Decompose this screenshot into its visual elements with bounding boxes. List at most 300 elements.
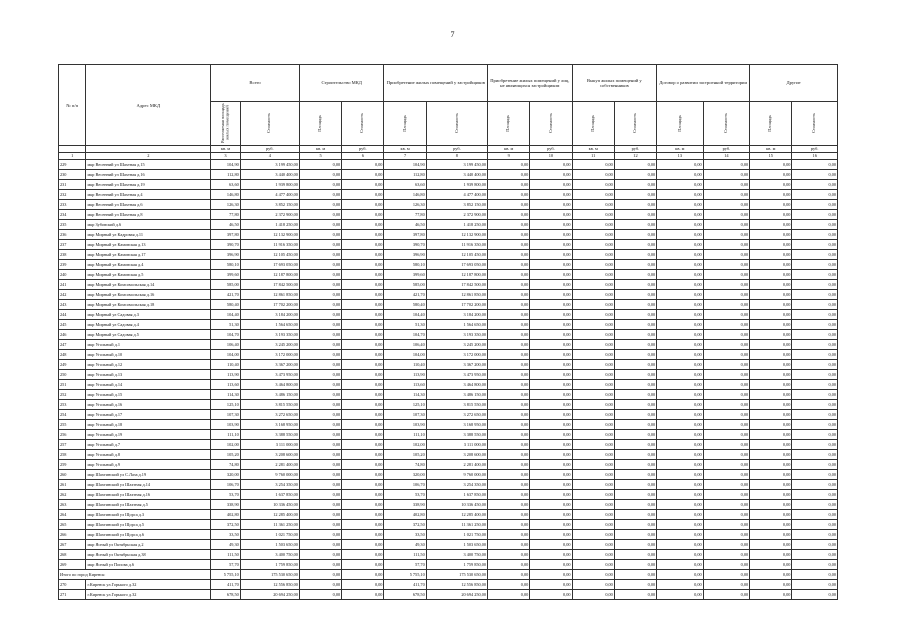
cell-area: 33,50: [211, 530, 241, 540]
group-header: Строительство МКД: [299, 65, 384, 102]
group-header: Приобретение жилых помещений у застройщиков: [384, 65, 488, 102]
table-row: [59, 360, 838, 370]
cell-value: 0,00: [488, 390, 530, 400]
cell-area: 320,00: [211, 470, 241, 480]
vertical-header-text: Площадь: [401, 114, 407, 132]
cell-cost: 12 187 800,00: [426, 270, 487, 280]
vertical-header-text: Стоимость: [547, 113, 553, 133]
table-row: [59, 410, 838, 420]
cell-value: 0,00: [703, 460, 750, 470]
cell-value: 0,00: [750, 470, 792, 480]
cell-area: 106,40: [384, 340, 426, 350]
cell-cost: 17 702 200,00: [426, 300, 487, 310]
cell-cost: 3 111 000,00: [426, 440, 487, 450]
cell-value: 0,00: [657, 230, 704, 240]
vertical-header-cell: [240, 102, 299, 146]
cell-value: 0,00: [530, 270, 572, 280]
group-header: Выкуп жилых помещений у собственников: [572, 65, 657, 102]
cell-value: 0,00: [572, 390, 614, 400]
cell-cost: 1 939 800,00: [426, 180, 487, 190]
table-row: [59, 550, 838, 560]
cell-value: 0,00: [657, 400, 704, 410]
table-row: [59, 450, 838, 460]
column-number: 3: [211, 153, 241, 160]
resettlement-table: [58, 64, 838, 600]
cell-area: 125,10: [211, 400, 241, 410]
cell-value: 0,00: [488, 440, 530, 450]
cell-value: 0,00: [572, 330, 614, 340]
cell-value: 0,00: [703, 590, 750, 600]
cell-value: 0,00: [572, 380, 614, 390]
cell-value: 0,00: [342, 320, 384, 330]
cell-cost: 3 440 400,00: [240, 170, 299, 180]
total-row: [59, 570, 838, 580]
cell-cost: 20 694 250,00: [240, 590, 299, 600]
vertical-header-cell: [703, 102, 750, 146]
cell-value: 0,00: [342, 550, 384, 560]
cell-value: 0,00: [572, 530, 614, 540]
table-row: [59, 500, 838, 510]
row-number: 268: [59, 550, 86, 560]
row-number: 244: [59, 310, 86, 320]
cell-value: 0,00: [657, 220, 704, 230]
cell-cost: 3 400 750,00: [240, 550, 299, 560]
cell-value: 0,00: [657, 290, 704, 300]
cell-value: 0,00: [530, 280, 572, 290]
row-address: мкр Мирный ул Камовская д.5: [86, 270, 211, 280]
cell-value: 0,00: [792, 400, 838, 410]
cell-area: 111,10: [211, 430, 241, 440]
unit-cell: кв. м: [572, 146, 614, 153]
column-number: 10: [530, 153, 572, 160]
cell-value: 0,00: [792, 510, 838, 520]
cell-value: 0,00: [614, 300, 656, 310]
cell-value: 0,00: [488, 200, 530, 210]
cell-area: 580,10: [384, 260, 426, 270]
cell-value: 0,00: [792, 280, 838, 290]
row-address: мкр Угольный д.18: [86, 420, 211, 430]
cell-cost: 12 105 450,00: [426, 250, 487, 260]
cell-value: 0,00: [614, 280, 656, 290]
cell-value: 0,00: [530, 330, 572, 340]
cell-value: 0,00: [792, 450, 838, 460]
cell-area: 125,10: [384, 400, 426, 410]
cell-value: 0,00: [750, 450, 792, 460]
cell-value: 0,00: [614, 160, 656, 170]
cell-value: 0,00: [792, 270, 838, 280]
cell-value: 0,00: [342, 470, 384, 480]
cell-value: 0,00: [792, 490, 838, 500]
cell-value: 0,00: [657, 420, 704, 430]
cell-value: 0,00: [488, 540, 530, 550]
cell-value: 0,00: [299, 230, 341, 240]
cell-value: 0,00: [703, 340, 750, 350]
cell-value: 0,00: [703, 500, 750, 510]
cell-value: 0,00: [750, 300, 792, 310]
cell-value: 0,00: [792, 570, 838, 580]
cell-value: 0,00: [342, 390, 384, 400]
cell-value: 0,00: [299, 550, 341, 560]
cell-value: 0,00: [342, 290, 384, 300]
cell-cost: 12 861 850,00: [426, 290, 487, 300]
cell-cost: 12 556 850,00: [240, 580, 299, 590]
cell-value: 0,00: [703, 300, 750, 310]
cell-value: 0,00: [299, 160, 341, 170]
cell-value: 0,00: [299, 360, 341, 370]
cell-area: 114,30: [384, 390, 426, 400]
unit-cell: кв. м: [750, 146, 792, 153]
num-header: № п/п: [59, 65, 86, 146]
row-address: мкр Угольный д.19: [86, 430, 211, 440]
unit-cell: кв. м: [657, 146, 704, 153]
cell-area: 372,50: [384, 520, 426, 530]
address-header: Адрес МКД: [86, 65, 211, 146]
row-number: 243: [59, 300, 86, 310]
row-number: 245: [59, 320, 86, 330]
group-header: Всего: [211, 65, 300, 102]
column-number: 13: [657, 153, 704, 160]
cell-value: 0,00: [657, 260, 704, 270]
cell-cost: 1 564 650,00: [426, 320, 487, 330]
unit-cell: руб.: [703, 146, 750, 153]
cell-cost: 11 361 250,00: [240, 520, 299, 530]
cell-value: 0,00: [657, 170, 704, 180]
cell-value: 0,00: [703, 490, 750, 500]
cell-area: 338,90: [384, 500, 426, 510]
cell-cost: 3 199 450,00: [426, 160, 487, 170]
cell-cost: 3 852 150,00: [240, 200, 299, 210]
cell-value: 0,00: [488, 570, 530, 580]
cell-value: 0,00: [572, 520, 614, 530]
cell-cost: 3 172 000,00: [240, 350, 299, 360]
cell-value: 0,00: [299, 500, 341, 510]
cell-area: 105,20: [211, 450, 241, 460]
cell-value: 0,00: [750, 590, 792, 600]
cell-area: 74,80: [211, 460, 241, 470]
cell-area: 397,80: [211, 230, 241, 240]
cell-value: 0,00: [299, 280, 341, 290]
cell-value: 0,00: [614, 580, 656, 590]
cell-area: 111,10: [384, 430, 426, 440]
cell-value: 0,00: [703, 240, 750, 250]
row-number: 235: [59, 220, 86, 230]
cell-cost: 1 503 650,00: [426, 540, 487, 550]
table-row: [59, 590, 838, 600]
cell-value: 0,00: [750, 330, 792, 340]
cell-value: 0,00: [792, 590, 838, 600]
vertical-header-text: Стоимость: [723, 113, 729, 133]
cell-value: 0,00: [299, 520, 341, 530]
cell-value: 0,00: [530, 230, 572, 240]
cell-value: 0,00: [488, 290, 530, 300]
table-row: [59, 260, 838, 270]
row-number: 234: [59, 210, 86, 220]
cell-value: 0,00: [703, 440, 750, 450]
cell-area: 104,00: [384, 350, 426, 360]
cell-value: 0,00: [488, 270, 530, 280]
cell-area: 111,50: [384, 550, 426, 560]
cell-value: 0,00: [657, 480, 704, 490]
cell-area: 396,90: [211, 250, 241, 260]
cell-value: 0,00: [342, 510, 384, 520]
cell-area: 146,80: [211, 190, 241, 200]
column-number: 2: [86, 153, 211, 160]
cell-value: 0,00: [572, 580, 614, 590]
cell-value: 0,00: [657, 430, 704, 440]
cell-value: 0,00: [657, 520, 704, 530]
cell-value: 0,00: [750, 520, 792, 530]
row-address: г.Киренск ул.Горького д.32: [86, 580, 211, 590]
cell-area: 113,90: [211, 370, 241, 380]
cell-area: 113,60: [211, 380, 241, 390]
cell-value: 0,00: [792, 540, 838, 550]
row-address: мкр Угольный д.8: [86, 450, 211, 460]
cell-value: 0,00: [614, 180, 656, 190]
vertical-header-text: Стоимость: [266, 113, 272, 133]
cell-value: 0,00: [614, 450, 656, 460]
cell-value: 0,00: [792, 500, 838, 510]
cell-cost: 3 473 950,00: [426, 370, 487, 380]
cell-value: 0,00: [792, 200, 838, 210]
cell-value: 0,00: [703, 470, 750, 480]
cell-value: 0,00: [750, 350, 792, 360]
unit-cell: кв. м: [488, 146, 530, 153]
cell-value: 0,00: [530, 350, 572, 360]
cell-value: 0,00: [792, 160, 838, 170]
cell-cost: 3 367 200,00: [240, 360, 299, 370]
cell-cost: 3 172 000,00: [426, 350, 487, 360]
cell-value: 0,00: [530, 340, 572, 350]
cell-value: 0,00: [342, 170, 384, 180]
cell-value: 0,00: [703, 310, 750, 320]
cell-value: 0,00: [792, 480, 838, 490]
cell-value: 0,00: [792, 530, 838, 540]
cell-area: 106,70: [211, 480, 241, 490]
cell-value: 0,00: [657, 390, 704, 400]
table-row: [59, 330, 838, 340]
cell-value: 0,00: [703, 450, 750, 460]
cell-cost: 3 193 350,00: [426, 330, 487, 340]
column-number: 12: [614, 153, 656, 160]
cell-cost: 4 477 400,00: [240, 190, 299, 200]
column-number: 4: [240, 153, 299, 160]
cell-area: 580,10: [211, 260, 241, 270]
cell-value: 0,00: [657, 300, 704, 310]
cell-value: 0,00: [614, 550, 656, 560]
cell-value: 0,00: [572, 540, 614, 550]
cell-value: 0,00: [614, 570, 656, 580]
cell-value: 0,00: [703, 520, 750, 530]
cell-value: 0,00: [614, 250, 656, 260]
cell-value: 0,00: [342, 360, 384, 370]
cell-value: 0,00: [530, 200, 572, 210]
cell-value: 0,00: [750, 580, 792, 590]
cell-value: 0,00: [488, 320, 530, 330]
cell-value: 0,00: [572, 480, 614, 490]
cell-value: 0,00: [342, 250, 384, 260]
cell-cost: 2 281 400,00: [240, 460, 299, 470]
cell-cost: 3 272 650,00: [240, 410, 299, 420]
cell-value: 0,00: [657, 320, 704, 330]
cell-cost: 3 254 350,00: [240, 480, 299, 490]
row-address: мкр Шахтинский ул Шахтная д.5: [86, 500, 211, 510]
cell-value: 0,00: [342, 580, 384, 590]
cell-value: 0,00: [703, 290, 750, 300]
cell-cost: 9 760 000,00: [426, 470, 487, 480]
row-number: 232: [59, 190, 86, 200]
cell-value: 0,00: [614, 240, 656, 250]
cell-cost: 1 418 250,00: [240, 220, 299, 230]
cell-value: 0,00: [530, 170, 572, 180]
cell-value: 0,00: [614, 210, 656, 220]
cell-value: 0,00: [488, 250, 530, 260]
cell-value: 0,00: [657, 410, 704, 420]
cell-value: 0,00: [703, 170, 750, 180]
cell-value: 0,00: [530, 320, 572, 330]
cell-value: 0,00: [657, 180, 704, 190]
cell-value: 0,00: [572, 410, 614, 420]
cell-value: 0,00: [614, 390, 656, 400]
cell-area: 390,70: [211, 240, 241, 250]
column-number: 11: [572, 153, 614, 160]
cell-value: 0,00: [342, 590, 384, 600]
cell-value: 0,00: [614, 310, 656, 320]
cell-value: 0,00: [614, 360, 656, 370]
cell-cost: 11 916 350,00: [240, 240, 299, 250]
cell-area: 49,30: [211, 540, 241, 550]
cell-area: 63,60: [211, 180, 241, 190]
cell-value: 0,00: [488, 220, 530, 230]
row-number: 266: [59, 530, 86, 540]
cell-value: 0,00: [342, 340, 384, 350]
vertical-header-cell: [530, 102, 572, 146]
cell-value: 0,00: [299, 190, 341, 200]
cell-value: 0,00: [488, 560, 530, 570]
cell-value: 0,00: [488, 380, 530, 390]
row-number: 231: [59, 180, 86, 190]
cell-value: 0,00: [614, 190, 656, 200]
cell-value: 0,00: [657, 460, 704, 470]
cell-area: 104,40: [211, 310, 241, 320]
cell-value: 0,00: [750, 430, 792, 440]
cell-cost: 1 021 750,00: [426, 530, 487, 540]
cell-area: 104,40: [384, 310, 426, 320]
table-row: [59, 460, 838, 470]
cell-value: 0,00: [488, 460, 530, 470]
row-address: мкр Угольный д.10: [86, 350, 211, 360]
cell-value: 0,00: [572, 250, 614, 260]
table-row: [59, 380, 838, 390]
row-number: 265: [59, 520, 86, 530]
row-number: 271: [59, 590, 86, 600]
cell-area: 63,60: [384, 180, 426, 190]
column-number: 5: [299, 153, 341, 160]
cell-value: 0,00: [342, 310, 384, 320]
cell-area: 399,60: [384, 270, 426, 280]
cell-value: 0,00: [750, 290, 792, 300]
cell-cost: 12 105 450,00: [240, 250, 299, 260]
cell-value: 0,00: [703, 530, 750, 540]
cell-area: 421,70: [211, 290, 241, 300]
cell-value: 0,00: [342, 200, 384, 210]
cell-value: 0,00: [530, 160, 572, 170]
cell-value: 0,00: [488, 430, 530, 440]
cell-value: 0,00: [572, 230, 614, 240]
row-number: 261: [59, 480, 86, 490]
cell-value: 0,00: [750, 390, 792, 400]
cell-value: 0,00: [657, 500, 704, 510]
table-row: [59, 530, 838, 540]
cell-cost: 1 939 800,00: [240, 180, 299, 190]
cell-value: 0,00: [530, 580, 572, 590]
cell-area: 77,80: [211, 210, 241, 220]
cell-value: 0,00: [657, 540, 704, 550]
vertical-header-cell: [792, 102, 838, 146]
cell-value: 0,00: [342, 220, 384, 230]
cell-value: 0,00: [572, 240, 614, 250]
cell-value: 0,00: [792, 520, 838, 530]
cell-area: 113,60: [384, 380, 426, 390]
row-address: мкр Шахтинский ул С.Лаза д.19: [86, 470, 211, 480]
cell-cost: 12 861 850,00: [240, 290, 299, 300]
cell-value: 0,00: [792, 290, 838, 300]
cell-value: 0,00: [703, 370, 750, 380]
cell-value: 0,00: [488, 240, 530, 250]
row-number: 229: [59, 160, 86, 170]
cell-value: 0,00: [703, 380, 750, 390]
cell-area: 678,50: [211, 590, 241, 600]
cell-value: 0,00: [703, 430, 750, 440]
cell-cost: 1 637 850,00: [240, 490, 299, 500]
table-row: [59, 370, 838, 380]
cell-value: 0,00: [299, 580, 341, 590]
cell-value: 0,00: [792, 250, 838, 260]
vertical-header-text: Площадь: [505, 114, 511, 132]
cell-value: 0,00: [657, 370, 704, 380]
cell-cost: 17 693 050,00: [240, 260, 299, 270]
cell-value: 0,00: [792, 180, 838, 190]
row-address: мкр Мирный ул Садовая д.3: [86, 310, 211, 320]
cell-area: 338,90: [211, 500, 241, 510]
cell-value: 0,00: [530, 480, 572, 490]
cell-value: 0,00: [614, 460, 656, 470]
row-number: 256: [59, 430, 86, 440]
cell-value: 0,00: [299, 560, 341, 570]
row-number: 258: [59, 450, 86, 460]
cell-value: 0,00: [657, 200, 704, 210]
vertical-header-cell: [211, 102, 241, 146]
row-address: мкр Угольный д.9: [86, 460, 211, 470]
cell-area: 402,80: [211, 510, 241, 520]
cell-value: 0,00: [657, 350, 704, 360]
cell-value: 0,00: [792, 210, 838, 220]
cell-value: 0,00: [488, 450, 530, 460]
cell-value: 0,00: [488, 410, 530, 420]
cell-area: 104,70: [384, 330, 426, 340]
cell-value: 0,00: [572, 200, 614, 210]
table-row: [59, 300, 838, 310]
table-row: [59, 220, 838, 230]
cell-value: 0,00: [703, 250, 750, 260]
table-row: [59, 470, 838, 480]
row-address: мкр Угольный д.12: [86, 360, 211, 370]
cell-value: 0,00: [299, 340, 341, 350]
cell-value: 0,00: [299, 240, 341, 250]
cell-value: 0,00: [572, 490, 614, 500]
cell-value: 0,00: [750, 510, 792, 520]
vertical-header-cell: [488, 102, 530, 146]
cell-value: 0,00: [488, 210, 530, 220]
